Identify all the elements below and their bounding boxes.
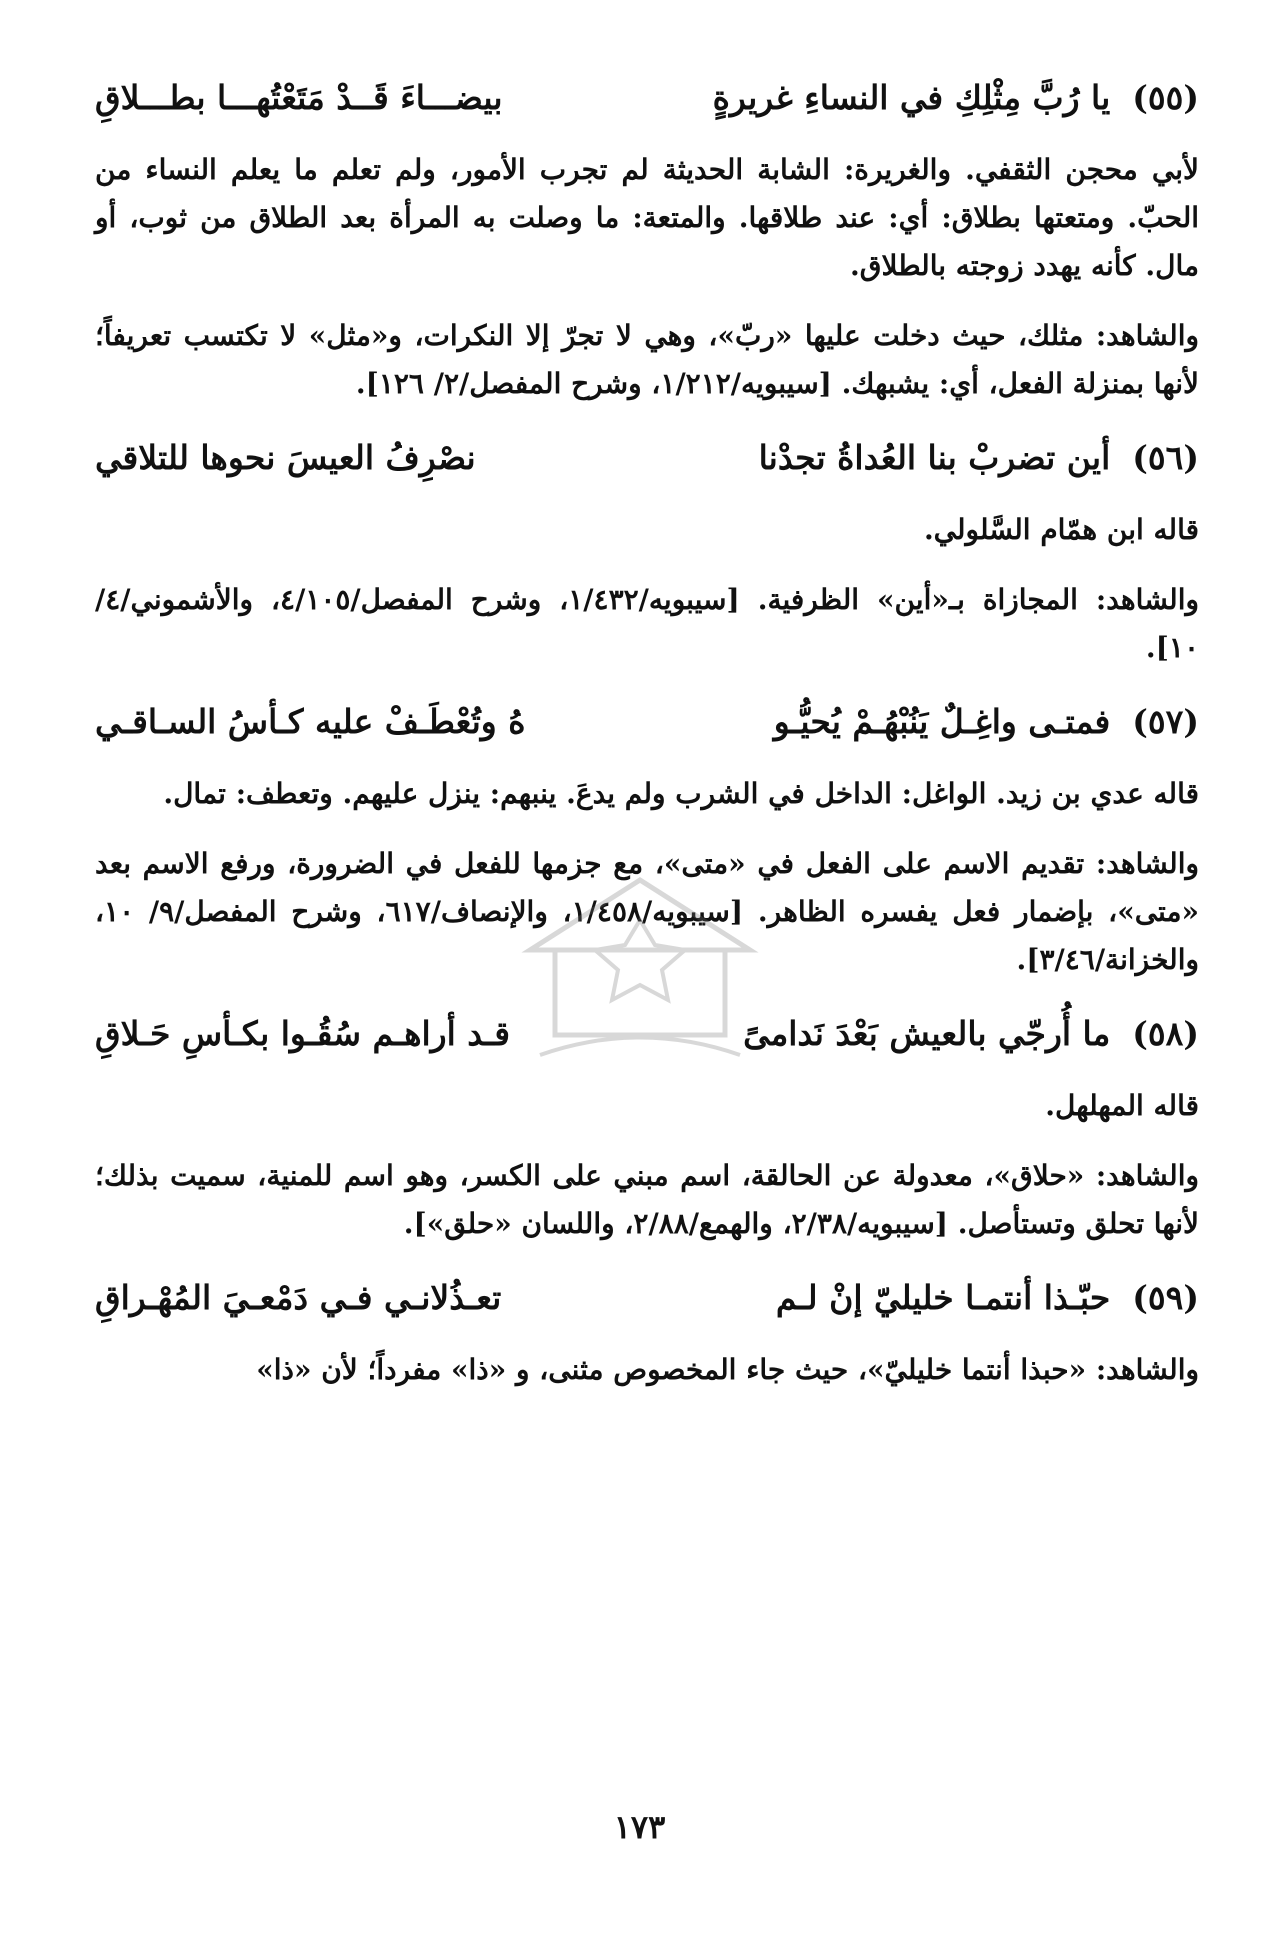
evidence-paragraph: والشاهد: مثلك، حيث دخلت عليها «ربّ»، وهي لا تجرّ إلا النكرات، و«مثل» لا تكتسب تعريفاً؛ لأنها بمنزلة الفعل، أي: يشبهك. [سيبويه/١/٢١٢، وشرح المفصل/٢/ ١٢٦]. [95,319,1199,400]
verse-first-hemistich: يا رُبَّ مِثْلِكِ في النساءِ غريرةٍ [712,78,1111,117]
evidence-paragraph: والشاهد: المجازاة بـ«أين» الظرفية. [سيبويه/١/٤٣٢، وشرح المفصل/٤/١٠٥، والأشموني/٤/ ١٠]. [95,583,1200,664]
verse-first-hemistich: حبّـذا أنتمـا خليليّ إنْ لـم [775,1278,1111,1317]
evidence-paragraph: والشاهد: تقديم الاسم على الفعل في «متى»، مع جزمها للفعل في الضرورة، ورفع الاسم بعد «متى»، بإضمار فعل يفسره الظاهر. [سيبويه/١/٤٥٨، والإنصاف/٦١٧، وشرح المفصل/٩/ ١٠، والخزانة/٣/٤٦]. [95,847,1199,976]
verse-second-hemistich: نصْرِفُ العيسَ نحوها للتلاقي [94,438,476,477]
attribution-paragraph: قاله المهلهل. [1045,1089,1199,1122]
verse-first-hemistich: ما أُرجّي بالعيش بَعْدَ نَدامىً [743,1014,1111,1053]
verse-second-hemistich: هُ وتُعْطَـفْ عليه كـأسُ السـاقـي [94,702,526,741]
verse-57 [95,694,1199,750]
verse-number: (٥٧) [1132,702,1199,741]
verse-number: (٥٩) [1132,1278,1199,1317]
attribution-paragraph: قاله ابن همّام السَّلولي. [923,513,1199,546]
commentary-paragraph: لأبي محجن الثقفي. والغريرة: الشابة الحديثة لم تجرب الأمور، ولم تعلم ما يعلم النساء من الحبّ. ومتعتها بطلاق: أي: عند طلاقها. والمتعة: ما وصلت به المرأة بعد الطلاق من ثوب، أو مال. كأنه يهدد زوجته بالطلاق. [95,153,1199,282]
commentary-paragraph: قاله عدي بن زيد. الواغل: الداخل في الشرب ولم يدعَ. ينبهم: ينزل عليهم. وتعطف: تمال. [163,777,1199,810]
verse-number: (٥٦) [1132,438,1199,477]
page-content [95,70,1199,1416]
verse-second-hemistich: قـد أراهـم سُقُـوا بكـأسِ حَـلاقِ [94,1014,511,1053]
verse-second-hemistich: تعـذُلانـي فـي دَمْعـيَ المُهْـراقِ [94,1278,502,1317]
evidence-paragraph: والشاهد: «حلاق»، معدولة عن الحالقة، اسم مبني على الكسر، وهو اسم للمنية، سميت بذلك؛ لأنها تحلق وتستأصل. [سيبويه/٢/٣٨، والهمع/٢/٨٨، واللسان «حلق»]. [95,1159,1199,1240]
verse-first-hemistich: أين تضربْ بنا العُداةُ تجدْنا [758,438,1111,477]
verse-59 [95,1270,1199,1326]
library-watermark-icon [520,870,760,1070]
verse-number: (٥٥) [1132,78,1199,117]
verse-55 [95,70,1199,126]
verse-second-hemistich: بيضـــاءَ قَــدْ مَتَعْتُهـــا بطـــلاقِ [94,78,503,117]
verse-56 [95,430,1199,486]
verse-number: (٥٨) [1132,1014,1199,1053]
evidence-paragraph: والشاهد: «حبذا أنتما خليليّ»، حيث جاء المخصوص مثنى، و «ذا» مفرداً؛ لأن «ذا» [256,1353,1199,1386]
verse-first-hemistich: فمتـى واغِـلٌ يَنُبْهُـمْ يُحيُّـو [773,702,1111,741]
page-number: ١٧٣ [613,1808,666,1846]
